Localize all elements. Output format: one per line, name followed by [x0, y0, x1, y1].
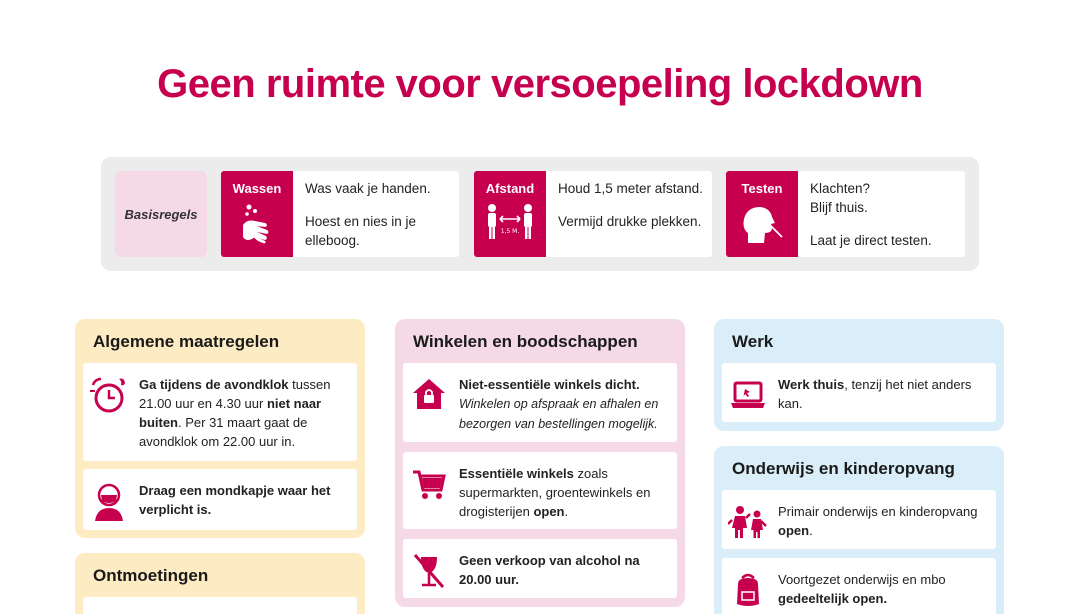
panel-title: Werk: [732, 332, 774, 351]
card-line: Hoest en nies in je elleboog.: [305, 214, 417, 248]
item-italic: Winkelen op afspraak en afhalen en bezorgen van bestellingen mogelijk.: [459, 397, 659, 431]
tag-title: Wassen: [232, 181, 282, 196]
item-text-part: , tenzij het niet anders kan.: [778, 377, 972, 411]
hand-washing-icon: [237, 203, 277, 247]
item-text: [778, 502, 986, 540]
item-bold: gedeeltelijk open.: [778, 591, 888, 606]
card-line: Klachten? Blijf thuis.: [810, 181, 871, 215]
item-bold: open: [778, 523, 810, 538]
panel-winkelen: [395, 319, 685, 607]
item-text: [139, 375, 347, 451]
laptop-icon: [728, 375, 768, 415]
test-swab-icon: [740, 203, 784, 247]
list-item: [83, 363, 357, 461]
item-bold: Niet-essentiële winkels dicht.: [459, 377, 640, 392]
item-text-part: zoals supermarkten, groentewinkels en drogisterijen: [459, 466, 651, 519]
item-text-part: . Per 31 maart gaat de avondklok om 22.00 uur in.: [139, 415, 308, 449]
basisregels-bar: [101, 157, 979, 271]
list-item: [403, 452, 677, 529]
list-item: [83, 469, 357, 530]
item-text-part: tussen 21.00 uur en 4.30 uur: [139, 377, 331, 411]
item-text-part: Primair onderwijs en kinderopvang: [778, 504, 978, 519]
alarm-clock-icon: [89, 375, 129, 415]
list-item: [722, 490, 996, 549]
panel-title: Onderwijs en kinderopvang: [732, 459, 955, 478]
item-text: [459, 464, 667, 521]
list-item: [722, 558, 996, 614]
item-bold: Draag een mondkapje waar het verplicht is.: [139, 483, 331, 517]
tag-wassen: [221, 171, 293, 257]
item-text: [778, 375, 986, 413]
item-text-part: Voortgezet onderwijs en mbo: [778, 572, 946, 587]
list-item: [403, 363, 677, 442]
distance-label: 1,5 M.: [500, 228, 520, 235]
item-text-part: .: [564, 504, 569, 519]
card-line: Was vaak je handen.: [305, 181, 431, 196]
backpack-icon: [728, 570, 768, 610]
face-mask-icon: [89, 481, 129, 521]
card-wassen: [221, 171, 459, 257]
card-testen: [726, 171, 965, 257]
item-text: [778, 570, 986, 608]
card-testen-text: [810, 179, 957, 257]
closed-shop-icon: [409, 375, 449, 415]
card-line: Houd 1,5 meter afstand.: [558, 181, 703, 196]
shopping-cart-icon: [409, 464, 449, 504]
panel-onderwijs: [714, 446, 1004, 614]
panel-title: Algemene maatregelen: [93, 332, 280, 351]
panel-ontmoetingen: [75, 553, 365, 614]
list-item: [83, 597, 357, 614]
list-item: [403, 539, 677, 598]
children-icon: [728, 502, 768, 542]
panel-title: Winkelen en boodschappen: [413, 332, 638, 351]
distance-icon: [486, 203, 534, 243]
card-afstand: [474, 171, 712, 257]
item-text: [139, 481, 347, 519]
panel-werk: [714, 319, 1004, 431]
basisregels-label: Basisregels: [115, 171, 207, 257]
item-bold: Geen verkoop van alcohol na 20.00 uur.: [459, 553, 640, 587]
card-line: Vermijd drukke plekken.: [558, 214, 702, 229]
page-title: Geen ruimte voor versoepeling lockdown: [157, 62, 923, 106]
item-text: [459, 551, 667, 589]
item-bold: open: [533, 504, 565, 519]
card-afstand-text: [558, 179, 704, 245]
tag-title: Testen: [741, 181, 783, 196]
item-bold: Essentiële winkels: [459, 466, 574, 481]
item-text: [459, 375, 667, 434]
tag-testen: [726, 171, 798, 257]
no-alcohol-icon: [409, 551, 449, 591]
tag-title: Afstand: [485, 181, 535, 196]
list-item: [722, 363, 996, 422]
card-line: Laat je direct testen.: [810, 233, 932, 248]
item-bold: niet naar buiten: [139, 396, 322, 430]
tag-afstand: [474, 171, 546, 257]
card-wassen-text: [305, 179, 451, 257]
panel-algemeen: [75, 319, 365, 538]
item-text-part: .: [809, 523, 813, 538]
item-bold: Werk thuis: [778, 377, 845, 392]
panel-title: Ontmoetingen: [93, 566, 209, 585]
item-bold: Ga tijdens de avondklok: [139, 377, 289, 392]
